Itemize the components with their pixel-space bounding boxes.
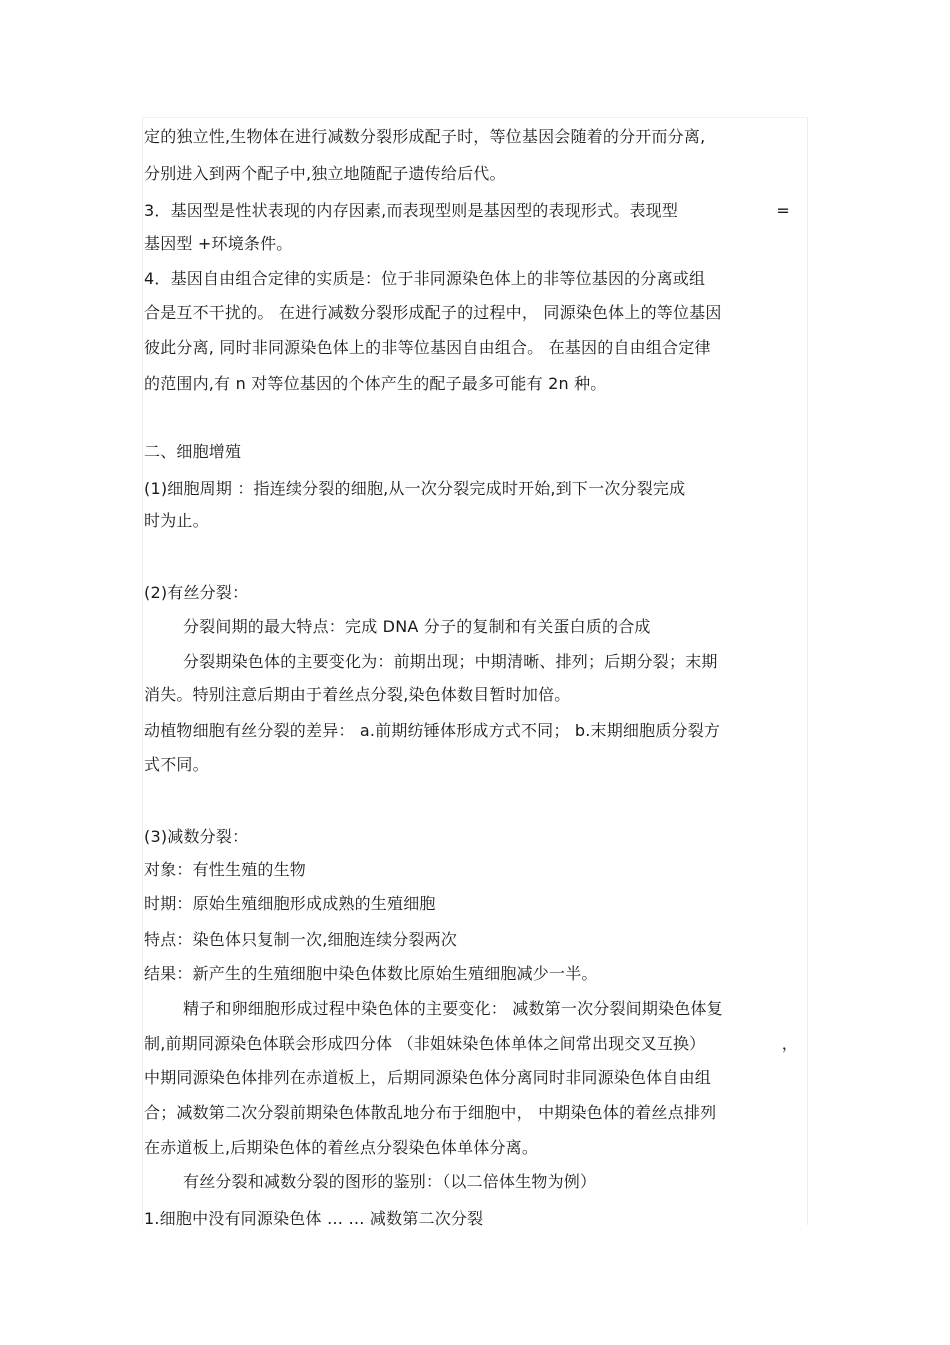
text-line: 时为止。	[144, 511, 209, 530]
text-line: 4．基因自由组合定律的实质是：位于非同源染色体上的非等位基因的分离或组	[144, 269, 706, 288]
text-line: 基因型 +环境条件。	[144, 234, 293, 253]
text-segment: 制,前期同源染色体联会形成四分体 （非姐妹染色体单体之间常出现交叉互换）	[144, 1034, 706, 1053]
text-line: 分裂间期的最大特点：完成 DNA 分子的复制和有关蛋白质的合成	[183, 617, 651, 636]
text-line: 动植物细胞有丝分裂的差异： a.前期纺锤体形成方式不同； b.末期细胞质分裂方	[144, 721, 721, 740]
text-line: 消失。特别注意后期由于着丝点分裂,染色体数目暂时加倍。	[144, 685, 571, 704]
section-heading: 二、细胞增殖	[144, 442, 242, 461]
text-segment: 3．基因型是性状表现的内存因素,而表现型则是基因型的表现形式。表现型	[144, 201, 679, 220]
text-line: 时期：原始生殖细胞形成成熟的生殖细胞	[144, 894, 436, 913]
text-line: 在赤道板上,后期染色体的着丝点分裂染色体单体分离。	[144, 1138, 539, 1157]
text-line: 合是互不干扰的。 在进行减数分裂形成配子的过程中， 同源染色体上的等位基因	[144, 303, 722, 322]
text-line: 式不同。	[144, 755, 209, 774]
text-line	[144, 200, 804, 222]
text-line: 中期同源染色体排列在赤道板上，后期同源染色体分离同时非同源染色体自由组	[144, 1068, 712, 1087]
text-line: 精子和卵细胞形成过程中染色体的主要变化： 减数第一次分裂间期染色体复	[183, 999, 723, 1018]
text-segment: =	[776, 201, 790, 220]
text-line: 分裂期染色体的主要变化为：前期出现；中期清晰、排列；后期分裂；末期	[183, 652, 718, 671]
text-line	[144, 1033, 804, 1055]
text-line: 有丝分裂和减数分裂的图形的鉴别：（以二倍体生物为例）	[183, 1172, 597, 1191]
text-line: 结果：新产生的生殖细胞中染色体数比原始生殖细胞减少一半。	[144, 964, 598, 983]
text-line: 对象：有性生殖的生物	[144, 860, 307, 879]
text-line: (1)细胞周期 ：指连续分裂的细胞,从一次分裂完成时开始,到下一次分裂完成	[144, 479, 686, 498]
subsection-heading: (3)减数分裂：	[144, 827, 249, 846]
text-line: 定的独立性,生物体在进行减数分裂形成配子时，等位基因会随着的分开而分离,	[144, 127, 706, 146]
text-line: 合；减数第二次分裂前期染色体散乱地分布于细胞中， 中期染色体的着丝点排列	[144, 1103, 717, 1122]
text-line: 特点：染色体只复制一次,细胞连续分裂两次	[144, 930, 458, 949]
text-line: 彼此分离, 同时非同源染色体上的非等位基因自由组合。 在基因的自由组合定律	[144, 338, 711, 357]
text-line: 的范围内,有 n 对等位基因的个体产生的配子最多可能有 2n 种。	[144, 374, 607, 393]
text-segment: ，	[781, 1034, 798, 1053]
text-line: 1.细胞中没有同源染色体 … … 减数第二次分裂	[144, 1209, 484, 1228]
text-line: 分别进入到两个配子中,独立地随配子遗传给后代。	[144, 164, 506, 183]
subsection-heading: (2)有丝分裂：	[144, 583, 249, 602]
